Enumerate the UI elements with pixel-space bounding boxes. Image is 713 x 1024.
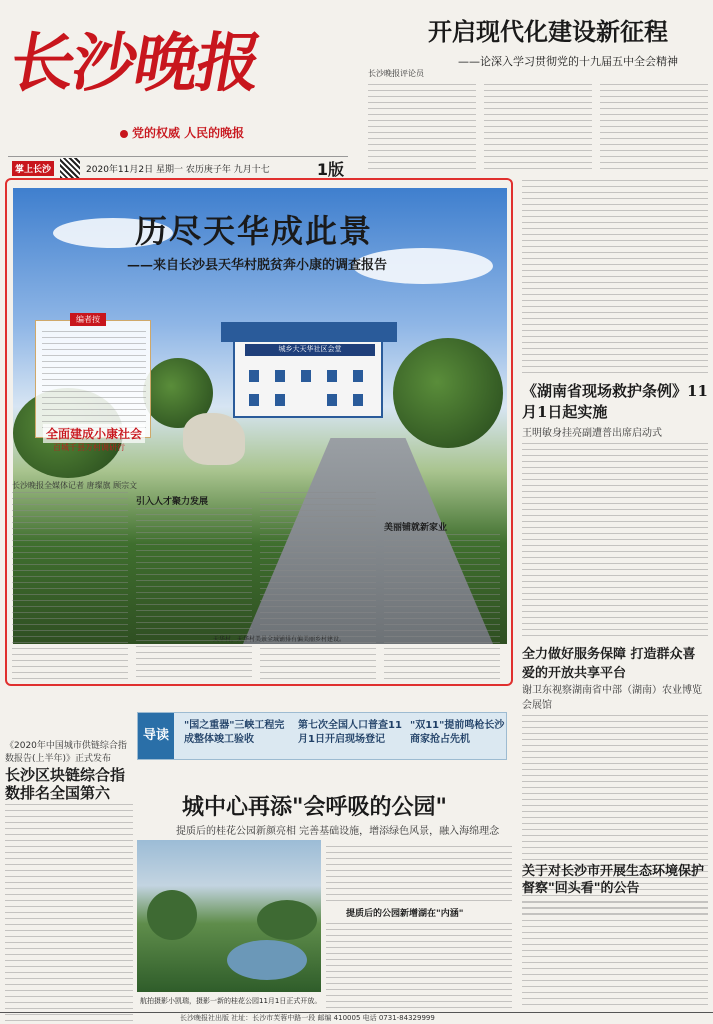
slogan [120,124,244,141]
feature-body [12,480,500,690]
feature-text-col-2 [136,508,252,682]
window [275,370,285,382]
window [275,394,285,406]
tree-shape [393,338,503,448]
footer: 长沙晚报社出版 社址：长沙市芙蓉中路一段 邮编 410005 电话 0731-84329999 [0,1012,713,1024]
mobile-tag[interactable]: 掌上长沙 [12,161,54,176]
newspaper-logo[interactable]: 长沙晚报 [4,26,266,101]
tree-shape [257,900,317,940]
edition-number: 1版 [316,159,344,179]
window [353,370,363,382]
feature-subhead-1: 引入人才聚力发展 [136,497,209,507]
regulation-subhead: 王明敏身挂亮副遭普出席启动式 [522,428,662,439]
campaign-badge: 全面建成小康社会 [43,424,145,443]
qr-code-icon[interactable] [60,158,80,178]
service-headline[interactable]: 全力做好服务保障 打造群众喜爱的开放共享平台 [522,647,696,681]
lead-text-col-3 [600,84,708,172]
community-hall [233,338,383,418]
regulation-headline[interactable]: 《湖南省现场救护条例》11月1日起实施 [522,382,708,421]
guide-bar [137,712,507,760]
window [249,394,259,406]
masthead [4,6,358,179]
editorial-continued-text [522,180,708,376]
lead-title[interactable]: 开启现代化建设新征程 [428,17,668,46]
guide-item-1[interactable]: "国之重器"三峡工程完成整体竣工验收 [184,720,285,745]
park-photo [137,840,321,992]
editor-note-header: 编者按 [70,313,106,326]
park-body-subhead: 提质后的公园新增湖在"内涵" [346,909,464,919]
guide-item-2[interactable]: 第七次全国人口普查11月1日开启现场登记 [298,720,402,745]
window [353,394,363,406]
guide-tag: 导读 [138,713,174,759]
feature-subtitle: ——来自长沙县天华村脱贫奔小康的调查报告 [127,258,388,273]
park-subhead: 提质后的桂花公园新颜亮相 完善基础设施，增添绿色风景，融入海绵理念 [176,826,500,837]
supervision-headline[interactable]: 关于对长沙市开展生态环境保护督察"回头看"的公告 [522,864,705,896]
feature-text-col-1 [12,492,128,682]
lead-text-col-2 [484,84,592,172]
guide-item-3[interactable]: "双11"提前鸣枪长沙商家抢占先机 [410,720,505,745]
blockchain-rank-story[interactable] [5,738,133,1018]
slogan-dot-icon [120,130,128,138]
slogan-text: 党的权威 人民的晚报 [132,126,245,140]
window [301,370,311,382]
campaign-subtitle: 百城千县万村调研行 [53,443,125,452]
feature-byline: 长沙晚报全媒体记者 唐璨旗 顾宗文 [12,481,138,490]
column-label: 长沙晚报评论员 [368,69,424,78]
rank-kicker: 《2020年中国城市供链综合指数报告(上半年)》正式发布 [5,741,127,764]
park-text-2 [326,923,512,1013]
stone-marker [183,413,245,465]
park-caption: 航拍摄影小凯瑞，摄影一新的桂花公园11月1日正式开放。 [140,997,322,1005]
masthead-info-bar [8,156,348,180]
lead-subtitle: ——论深入学习贯彻党的十九届五中全会精神 [458,55,678,68]
hall-sign: 城乡大天华社区会堂 [245,344,375,356]
service-subhead: 谢卫东视察湖南省中部（湖南）农业博览会展馆 [522,685,702,711]
rank-headline[interactable]: 长沙区块链综合指数排名全国第六 [5,766,126,802]
feature-text-col-4 [384,534,500,682]
editor-note-text [42,331,146,433]
editor-note [35,315,151,438]
supervision-text [522,902,708,1006]
pond [227,940,307,980]
rank-text [5,804,133,1024]
feature-subhead-2: 美丽铺就新家业 [384,523,448,533]
hall-roof [221,322,397,342]
lead-editorial-header [368,12,708,69]
feature-title[interactable]: 历尽天华成此景 [135,212,374,250]
supervision-notice[interactable] [522,864,708,1006]
tree-shape [147,890,197,940]
park-body [326,846,512,1014]
right-column [522,180,708,915]
feature-text-col-3 [260,492,376,682]
issue-date: 2020年11月2日 星期一 农历庚子年 九月十七 [86,164,270,175]
park-text-1 [326,846,512,902]
lead-text-col-1 [368,84,476,172]
photo-caption: 天华村，天华村美景全域铺排有偏美丽乡村建设。 [213,636,346,643]
park-headline[interactable]: 城中心再添"会呼吸的公园" [182,794,447,820]
regulation-text [522,443,708,637]
window [327,394,337,406]
lead-editorial-body [368,68,708,168]
window [327,370,337,382]
window [249,370,259,382]
